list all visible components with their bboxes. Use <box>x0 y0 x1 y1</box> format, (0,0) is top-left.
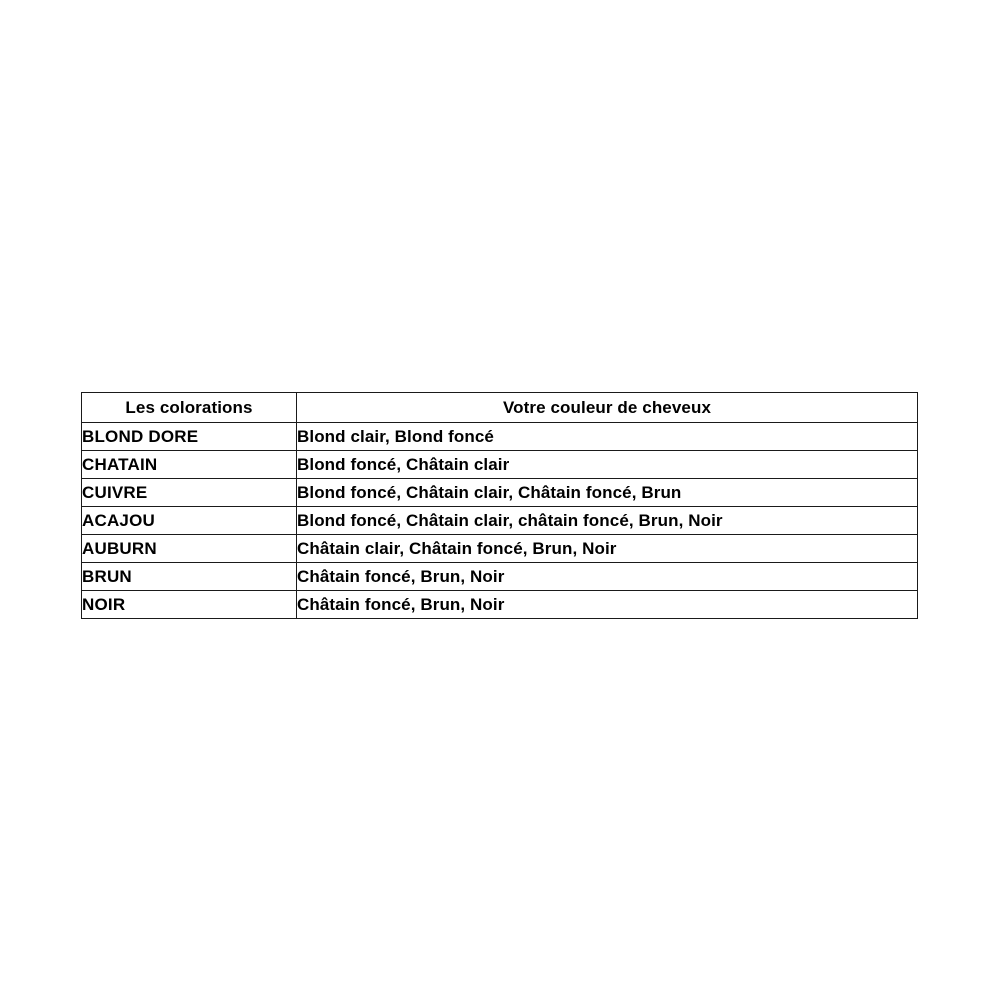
table-header-row <box>82 393 918 423</box>
table-row <box>82 591 918 619</box>
table-row <box>82 563 918 591</box>
coloration-name: CUIVRE <box>82 479 297 507</box>
coloration-name: AUBURN <box>82 535 297 563</box>
coloration-hair-colors: Châtain clair, Châtain foncé, Brun, Noir <box>297 535 918 563</box>
coloration-hair-colors: Blond foncé, Châtain clair, Châtain foncé, Brun <box>297 479 918 507</box>
table-row <box>82 423 918 451</box>
column-header-hair-color: Votre couleur de cheveux <box>297 393 918 423</box>
coloration-hair-colors: Châtain foncé, Brun, Noir <box>297 591 918 619</box>
hair-color-table <box>81 392 918 619</box>
coloration-hair-colors: Châtain foncé, Brun, Noir <box>297 563 918 591</box>
table-row <box>82 479 918 507</box>
coloration-name: ACAJOU <box>82 507 297 535</box>
coloration-hair-colors: Blond foncé, Châtain clair, châtain foncé, Brun, Noir <box>297 507 918 535</box>
table-row <box>82 507 918 535</box>
column-header-colorations: Les colorations <box>82 393 297 423</box>
coloration-name: BLOND DORE <box>82 423 297 451</box>
table-row <box>82 535 918 563</box>
table-row <box>82 451 918 479</box>
coloration-name: NOIR <box>82 591 297 619</box>
coloration-name: CHATAIN <box>82 451 297 479</box>
coloration-hair-colors: Blond foncé, Châtain clair <box>297 451 918 479</box>
hair-color-table-container <box>81 392 917 619</box>
coloration-name: BRUN <box>82 563 297 591</box>
coloration-hair-colors: Blond clair, Blond foncé <box>297 423 918 451</box>
